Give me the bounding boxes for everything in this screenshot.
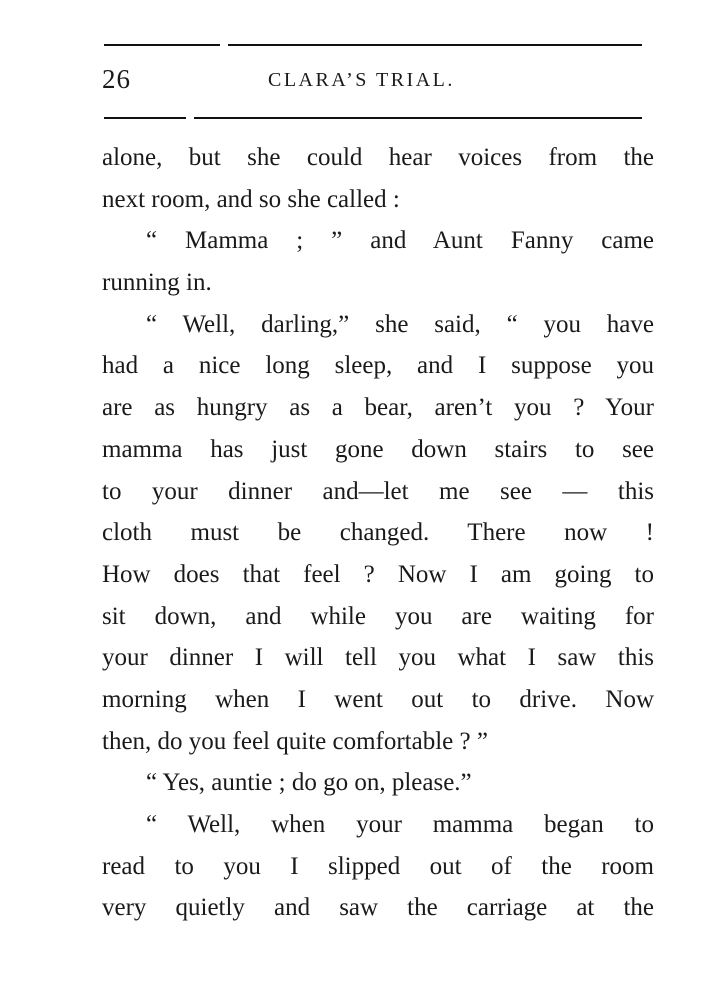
text-line: sit down, and while you are waiting for bbox=[102, 602, 654, 630]
text-line: your dinner I will tell you what I saw this bbox=[102, 644, 654, 672]
text-line: “ Well, darling,” she said, “ you have bbox=[146, 310, 654, 338]
running-head: CLARA’S TRIAL. bbox=[268, 69, 455, 91]
text-line: are as hungry as a bear, aren’t you ? Your bbox=[102, 394, 654, 422]
body-text bbox=[102, 137, 654, 929]
text-line: running in. bbox=[102, 269, 212, 297]
text-line: very quietly and saw the carriage at the bbox=[102, 894, 654, 922]
top-rule-left bbox=[104, 44, 220, 46]
text-line: cloth must be changed. There now ! bbox=[102, 519, 654, 547]
text-line: “ Mamma ; ” and Aunt Fanny came bbox=[146, 227, 654, 255]
text-line: “ Yes, auntie ; do go on, please.” bbox=[146, 769, 472, 797]
bottom-rule-left bbox=[104, 117, 186, 119]
text-line: mamma has just gone down stairs to see bbox=[102, 435, 654, 463]
text-line: “ Well, when your mamma began to bbox=[146, 811, 654, 838]
text-line: morning when I went out to drive. Now bbox=[102, 685, 654, 713]
bottom-rule-right bbox=[194, 117, 642, 119]
page-number: 26 bbox=[102, 64, 131, 94]
text-line: How does that feel ? Now I am going to bbox=[102, 560, 654, 588]
text-line: to your dinner and—let me see — this bbox=[102, 477, 654, 505]
text-line: alone, but she could hear voices from the bbox=[102, 144, 654, 171]
text-line: had a nice long sleep, and I suppose you bbox=[102, 352, 654, 380]
text-line: then, do you feel quite comfortable ? ” bbox=[102, 727, 488, 755]
text-line: read to you I slipped out of the room bbox=[102, 852, 654, 880]
text-line: next room, and so she called : bbox=[102, 185, 400, 213]
top-rule-right bbox=[228, 44, 642, 46]
